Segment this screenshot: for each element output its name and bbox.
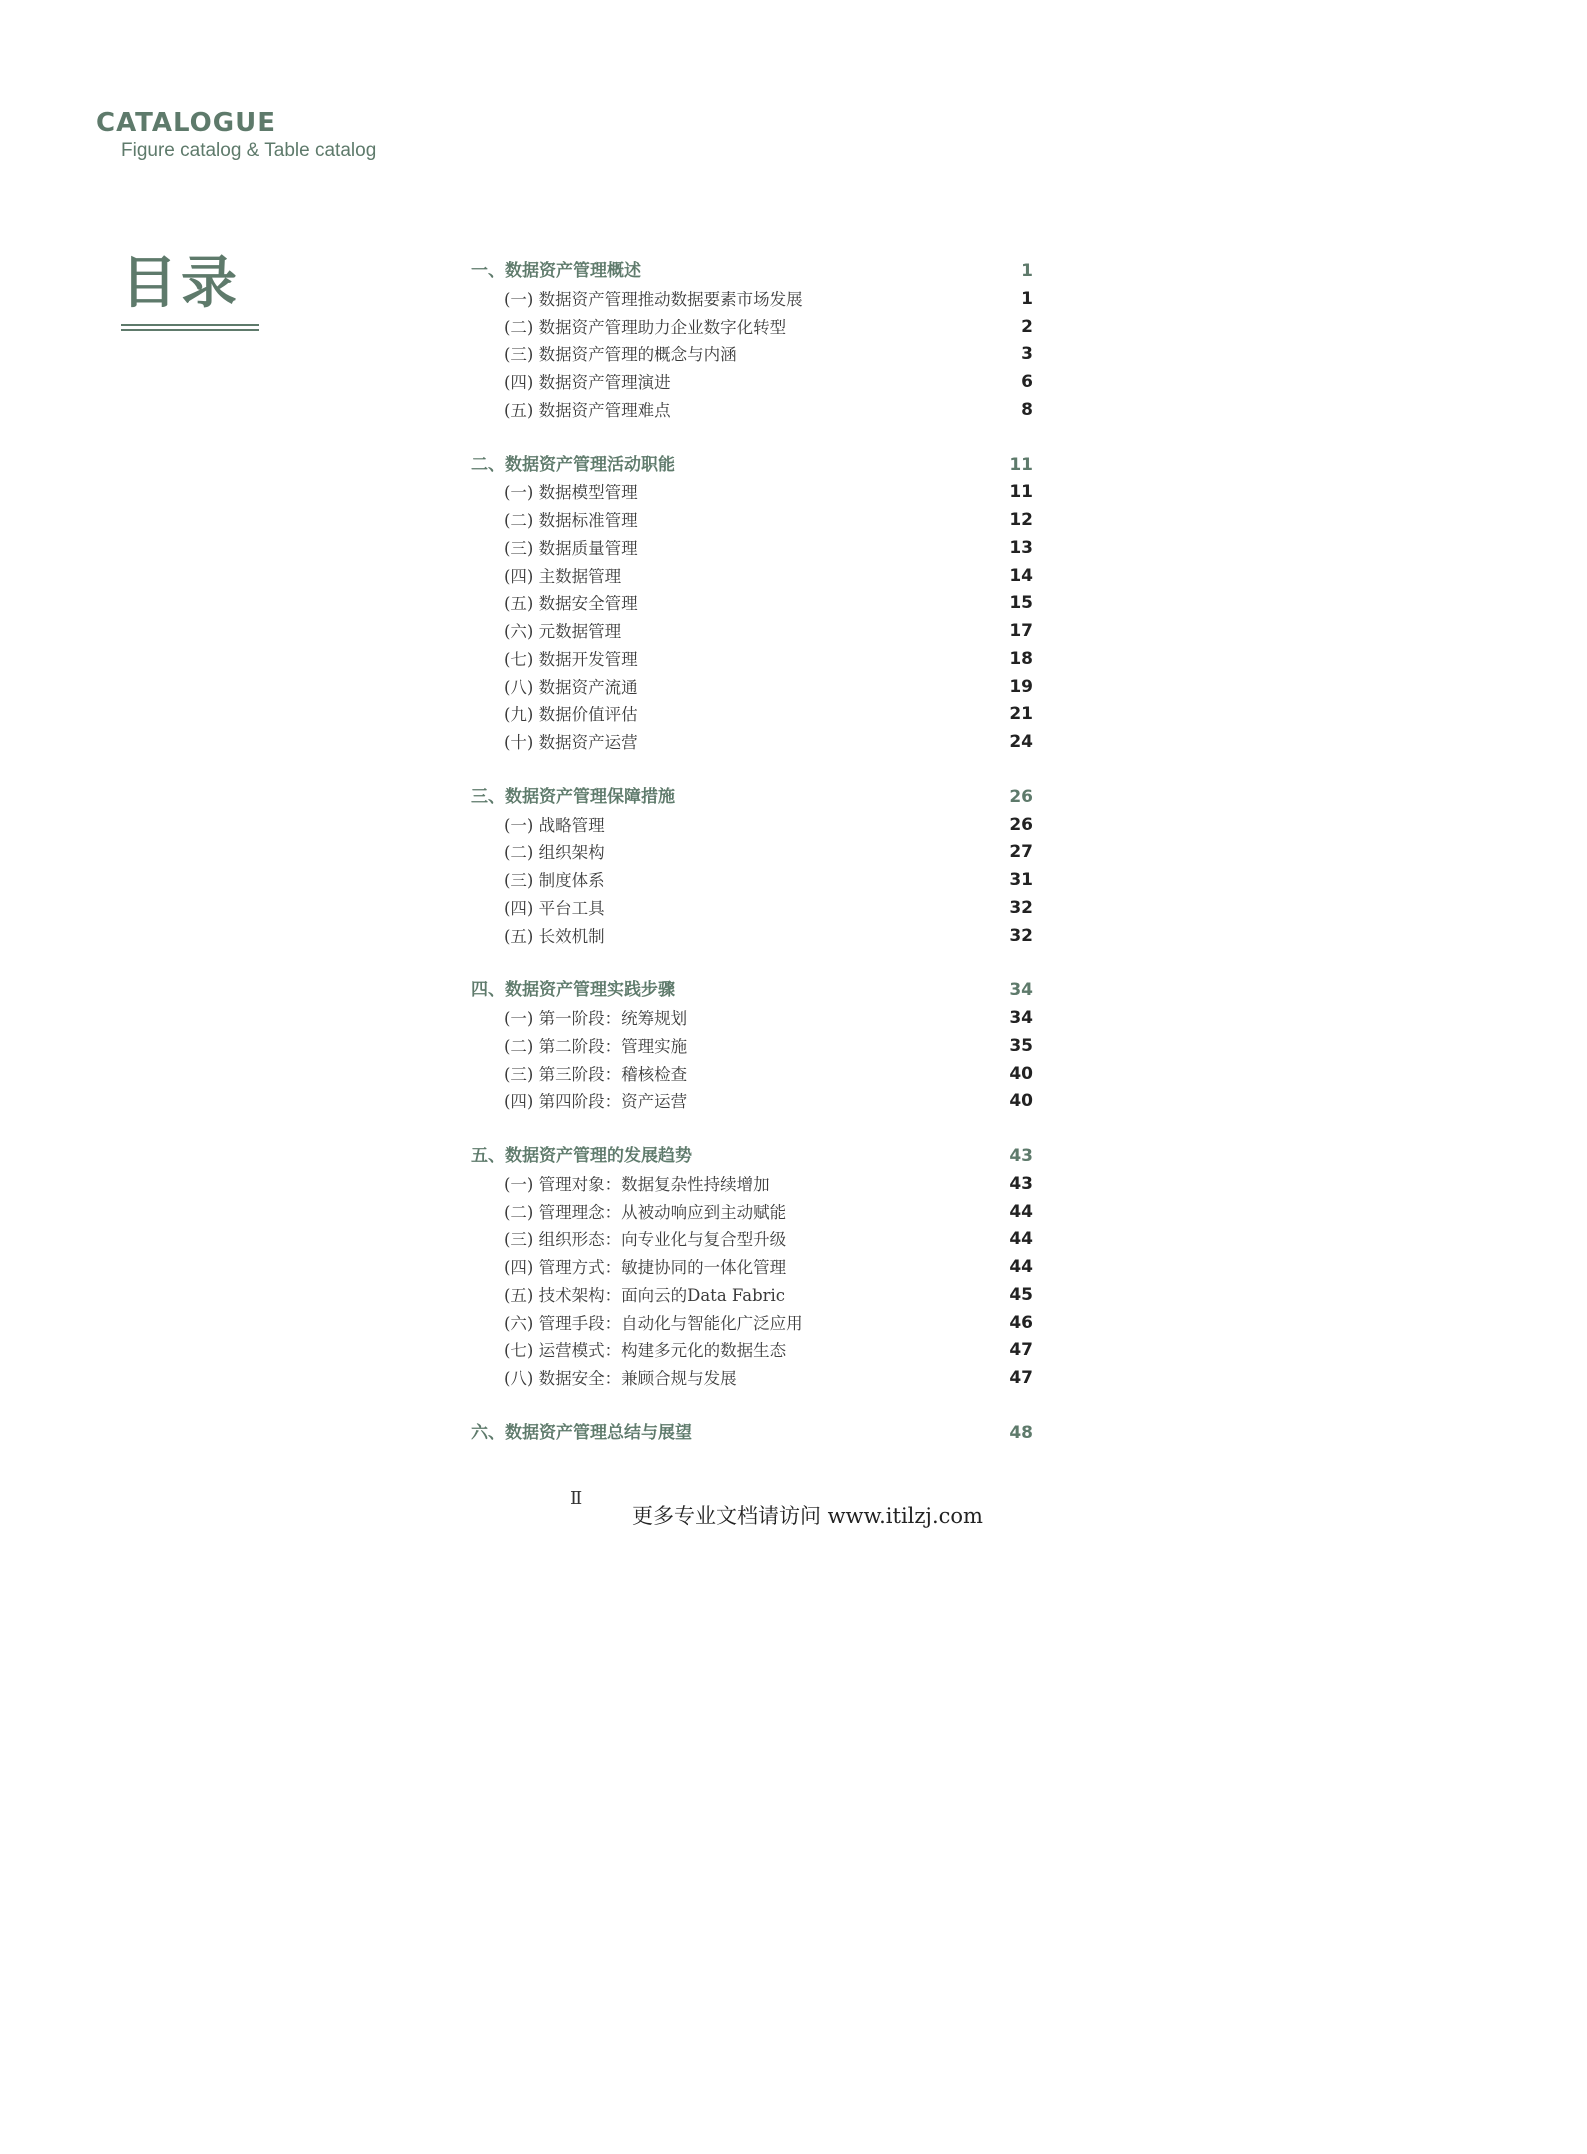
toc-section [471, 1143, 1033, 1393]
toc-subsection-title: (二) 管理理念：从被动响应到主动赋能 [504, 1202, 787, 1222]
footer-link-text[interactable]: 更多专业文档请访问 www.itilzj.com [632, 1504, 983, 1528]
toc-subsection-title: (四) 主数据管理 [504, 566, 622, 586]
toc-subsection-page: 19 [1009, 676, 1033, 697]
toc-subsection-entry[interactable] [471, 1254, 1033, 1282]
toc-subsection-page: 24 [1009, 732, 1033, 752]
toc-subsection-title: (五) 数据资产管理难点 [504, 400, 671, 420]
toc-subsection-page: 35 [1009, 1035, 1033, 1056]
toc-chapter-page: 26 [1009, 786, 1033, 807]
toc-subsection-page: 6 [1021, 372, 1033, 392]
toc-subsection-entry[interactable] [471, 563, 1033, 591]
toc-subsection-entry[interactable] [471, 1337, 1033, 1365]
toc-subsection-title: (四) 平台工具 [504, 898, 605, 918]
toc-section [471, 784, 1033, 951]
toc-chapter-title: 二、数据资产管理活动职能 [471, 454, 675, 475]
toc-subsection-entry[interactable] [471, 535, 1033, 563]
catalogue-subtitle: Figure catalog & Table catalog [121, 140, 377, 161]
toc-subsection-page: 44 [1009, 1229, 1033, 1250]
toc-subsection-page: 43 [1009, 1173, 1033, 1194]
toc-subsection-page: 47 [1009, 1340, 1033, 1361]
toc-subsection-page: 13 [1009, 537, 1033, 558]
toc-subsection-title: (八) 数据安全：兼顾合规与发展 [504, 1369, 737, 1388]
toc-subsection-page: 21 [1009, 704, 1033, 725]
toc-section [471, 258, 1033, 425]
toc-subsection-page: 40 [1009, 1063, 1033, 1084]
toc-subsection-page: 34 [1009, 1008, 1033, 1028]
catalogue-heading: CATALOGUE [96, 108, 276, 138]
toc-subsection-page: 18 [1009, 648, 1033, 669]
toc-chapter-page: 11 [1009, 454, 1033, 475]
toc-subsection-entry[interactable] [471, 839, 1033, 867]
toc-chapter-title: 四、数据资产管理实践步骤 [471, 980, 675, 1001]
toc-subsection-page: 44 [1009, 1257, 1033, 1277]
toc-subsection-page: 27 [1009, 842, 1033, 863]
toc-subsection-entry[interactable] [471, 341, 1033, 369]
toc-subsection-entry[interactable] [471, 286, 1033, 314]
toc-subsection-title: (十) 数据资产运营 [504, 733, 638, 752]
toc-subsection-entry[interactable] [471, 701, 1033, 729]
toc-subsection-title: (三) 数据资产管理的概念与内涵 [504, 345, 737, 365]
toc-subsection-page: 46 [1009, 1312, 1033, 1333]
toc-subsection-entry[interactable] [471, 729, 1033, 757]
toc-subsection-title: (三) 组织形态：向专业化与复合型升级 [504, 1230, 787, 1250]
toc-title-underline [121, 324, 259, 331]
toc-subsection-entry[interactable] [471, 812, 1033, 840]
toc-chapter-entry[interactable] [471, 977, 1033, 1005]
toc-subsection-page: 40 [1009, 1091, 1033, 1112]
toc-subsection-entry[interactable] [471, 1171, 1033, 1199]
toc-subsection-page: 32 [1009, 925, 1033, 946]
toc-subsection-entry[interactable] [471, 1282, 1033, 1310]
toc-subsection-page: 31 [1009, 870, 1033, 890]
toc-subsection-entry[interactable] [471, 314, 1033, 342]
toc-subsection-page: 1 [1021, 288, 1033, 309]
toc-chapter-page: 48 [1009, 1422, 1033, 1443]
page-number: Ⅱ [570, 1488, 583, 1509]
toc-section [471, 452, 1033, 757]
toc-chapter-title: 三、数据资产管理保障措施 [471, 786, 675, 807]
toc-subsection-title: (六) 管理手段：自动化与智能化广泛应用 [504, 1313, 803, 1333]
toc-title: 目录 [121, 251, 241, 316]
toc-subsection-title: (一) 数据资产管理推动数据要素市场发展 [504, 289, 803, 309]
toc-subsection-entry[interactable] [471, 895, 1033, 923]
toc-subsection-title: (五) 数据安全管理 [504, 594, 638, 614]
toc-subsection-title: (四) 管理方式：敏捷协同的一体化管理 [504, 1258, 787, 1277]
toc-subsection-entry[interactable] [471, 590, 1033, 618]
toc-subsection-title: (六) 元数据管理 [504, 622, 622, 641]
toc-chapter-page: 43 [1009, 1146, 1033, 1166]
toc-subsection-entry[interactable] [471, 1310, 1033, 1338]
toc-subsection-title: (三) 数据质量管理 [504, 538, 638, 558]
toc-subsection-title: (五) 技术架构：面向云的Data Fabric [504, 1285, 786, 1305]
toc-subsection-page: 45 [1009, 1284, 1033, 1305]
toc-subsection-page: 2 [1021, 316, 1033, 337]
toc-subsection-page: 15 [1009, 593, 1033, 614]
toc-subsection-title: (七) 数据开发管理 [504, 649, 638, 669]
toc-subsection-title: (二) 组织架构 [504, 843, 605, 863]
toc-subsection-page: 17 [1009, 621, 1033, 641]
toc-chapter-title: 六、数据资产管理总结与展望 [471, 1422, 692, 1443]
toc-subsection-page: 47 [1009, 1368, 1033, 1388]
toc-chapter-entry[interactable] [471, 452, 1033, 480]
toc-subsection-entry[interactable] [471, 923, 1033, 951]
toc-subsection-entry[interactable] [471, 646, 1033, 674]
toc-subsection-title: (二) 第二阶段：管理实施 [504, 1036, 688, 1056]
toc-chapter-entry[interactable] [471, 1143, 1033, 1171]
toc-subsection-entry[interactable] [471, 1005, 1033, 1033]
toc-subsection-title: (一) 战略管理 [504, 815, 605, 835]
toc-chapter-title: 五、数据资产管理的发展趋势 [471, 1146, 692, 1166]
toc-chapter-page: 1 [1021, 261, 1033, 281]
toc-subsection-page: 8 [1021, 399, 1033, 420]
toc-subsection-title: (三) 制度体系 [504, 871, 605, 890]
toc-subsection-entry[interactable] [471, 1365, 1033, 1393]
toc-subsection-entry[interactable] [471, 369, 1033, 397]
toc-subsection-title: (三) 第三阶段：稽核检查 [504, 1064, 688, 1084]
toc-section [471, 977, 1033, 1116]
toc-subsection-entry[interactable] [471, 1088, 1033, 1116]
toc-subsection-entry[interactable] [471, 1226, 1033, 1254]
toc-subsection-title: (五) 长效机制 [504, 926, 605, 946]
toc-subsection-title: (四) 数据资产管理演进 [504, 373, 671, 392]
toc-subsection-title: (一) 第一阶段：统筹规划 [504, 1009, 688, 1028]
toc-subsection-entry[interactable] [471, 674, 1033, 702]
toc-subsection-entry[interactable] [471, 618, 1033, 646]
toc-subsection-title: (七) 运营模式：构建多元化的数据生态 [504, 1341, 787, 1361]
toc-subsection-page: 44 [1009, 1201, 1033, 1222]
toc-subsection-title: (二) 数据资产管理助力企业数字化转型 [504, 317, 787, 337]
toc-subsection-page: 11 [1009, 482, 1033, 503]
toc-subsection-entry[interactable] [471, 1033, 1033, 1061]
toc-subsection-entry[interactable] [471, 1061, 1033, 1089]
toc-subsection-title: (九) 数据价值评估 [504, 705, 638, 725]
toc-subsection-title: (八) 数据资产流通 [504, 677, 638, 697]
toc-chapter-entry[interactable] [471, 784, 1033, 812]
toc-subsection-entry[interactable] [471, 479, 1033, 507]
toc-subsection-page: 32 [1009, 897, 1033, 918]
table-of-contents [471, 258, 1033, 1475]
toc-subsection-page: 26 [1009, 814, 1033, 835]
toc-chapter-entry[interactable] [471, 1420, 1033, 1448]
toc-subsection-page: 3 [1021, 344, 1033, 365]
toc-section [471, 1420, 1033, 1448]
toc-chapter-entry[interactable] [471, 258, 1033, 286]
toc-subsection-page: 12 [1009, 510, 1033, 530]
toc-subsection-entry[interactable] [471, 507, 1033, 535]
toc-subsection-entry[interactable] [471, 397, 1033, 425]
toc-subsection-title: (一) 数据模型管理 [504, 483, 638, 503]
toc-subsection-page: 14 [1009, 565, 1033, 586]
toc-chapter-title: 一、数据资产管理概述 [471, 261, 641, 281]
toc-chapter-page: 34 [1009, 980, 1033, 1001]
toc-subsection-title: (四) 第四阶段：资产运营 [504, 1092, 688, 1112]
toc-subsection-entry[interactable] [471, 1199, 1033, 1227]
toc-subsection-entry[interactable] [471, 867, 1033, 895]
toc-subsection-title: (二) 数据标准管理 [504, 511, 638, 530]
toc-subsection-title: (一) 管理对象：数据复杂性持续增加 [504, 1174, 770, 1194]
